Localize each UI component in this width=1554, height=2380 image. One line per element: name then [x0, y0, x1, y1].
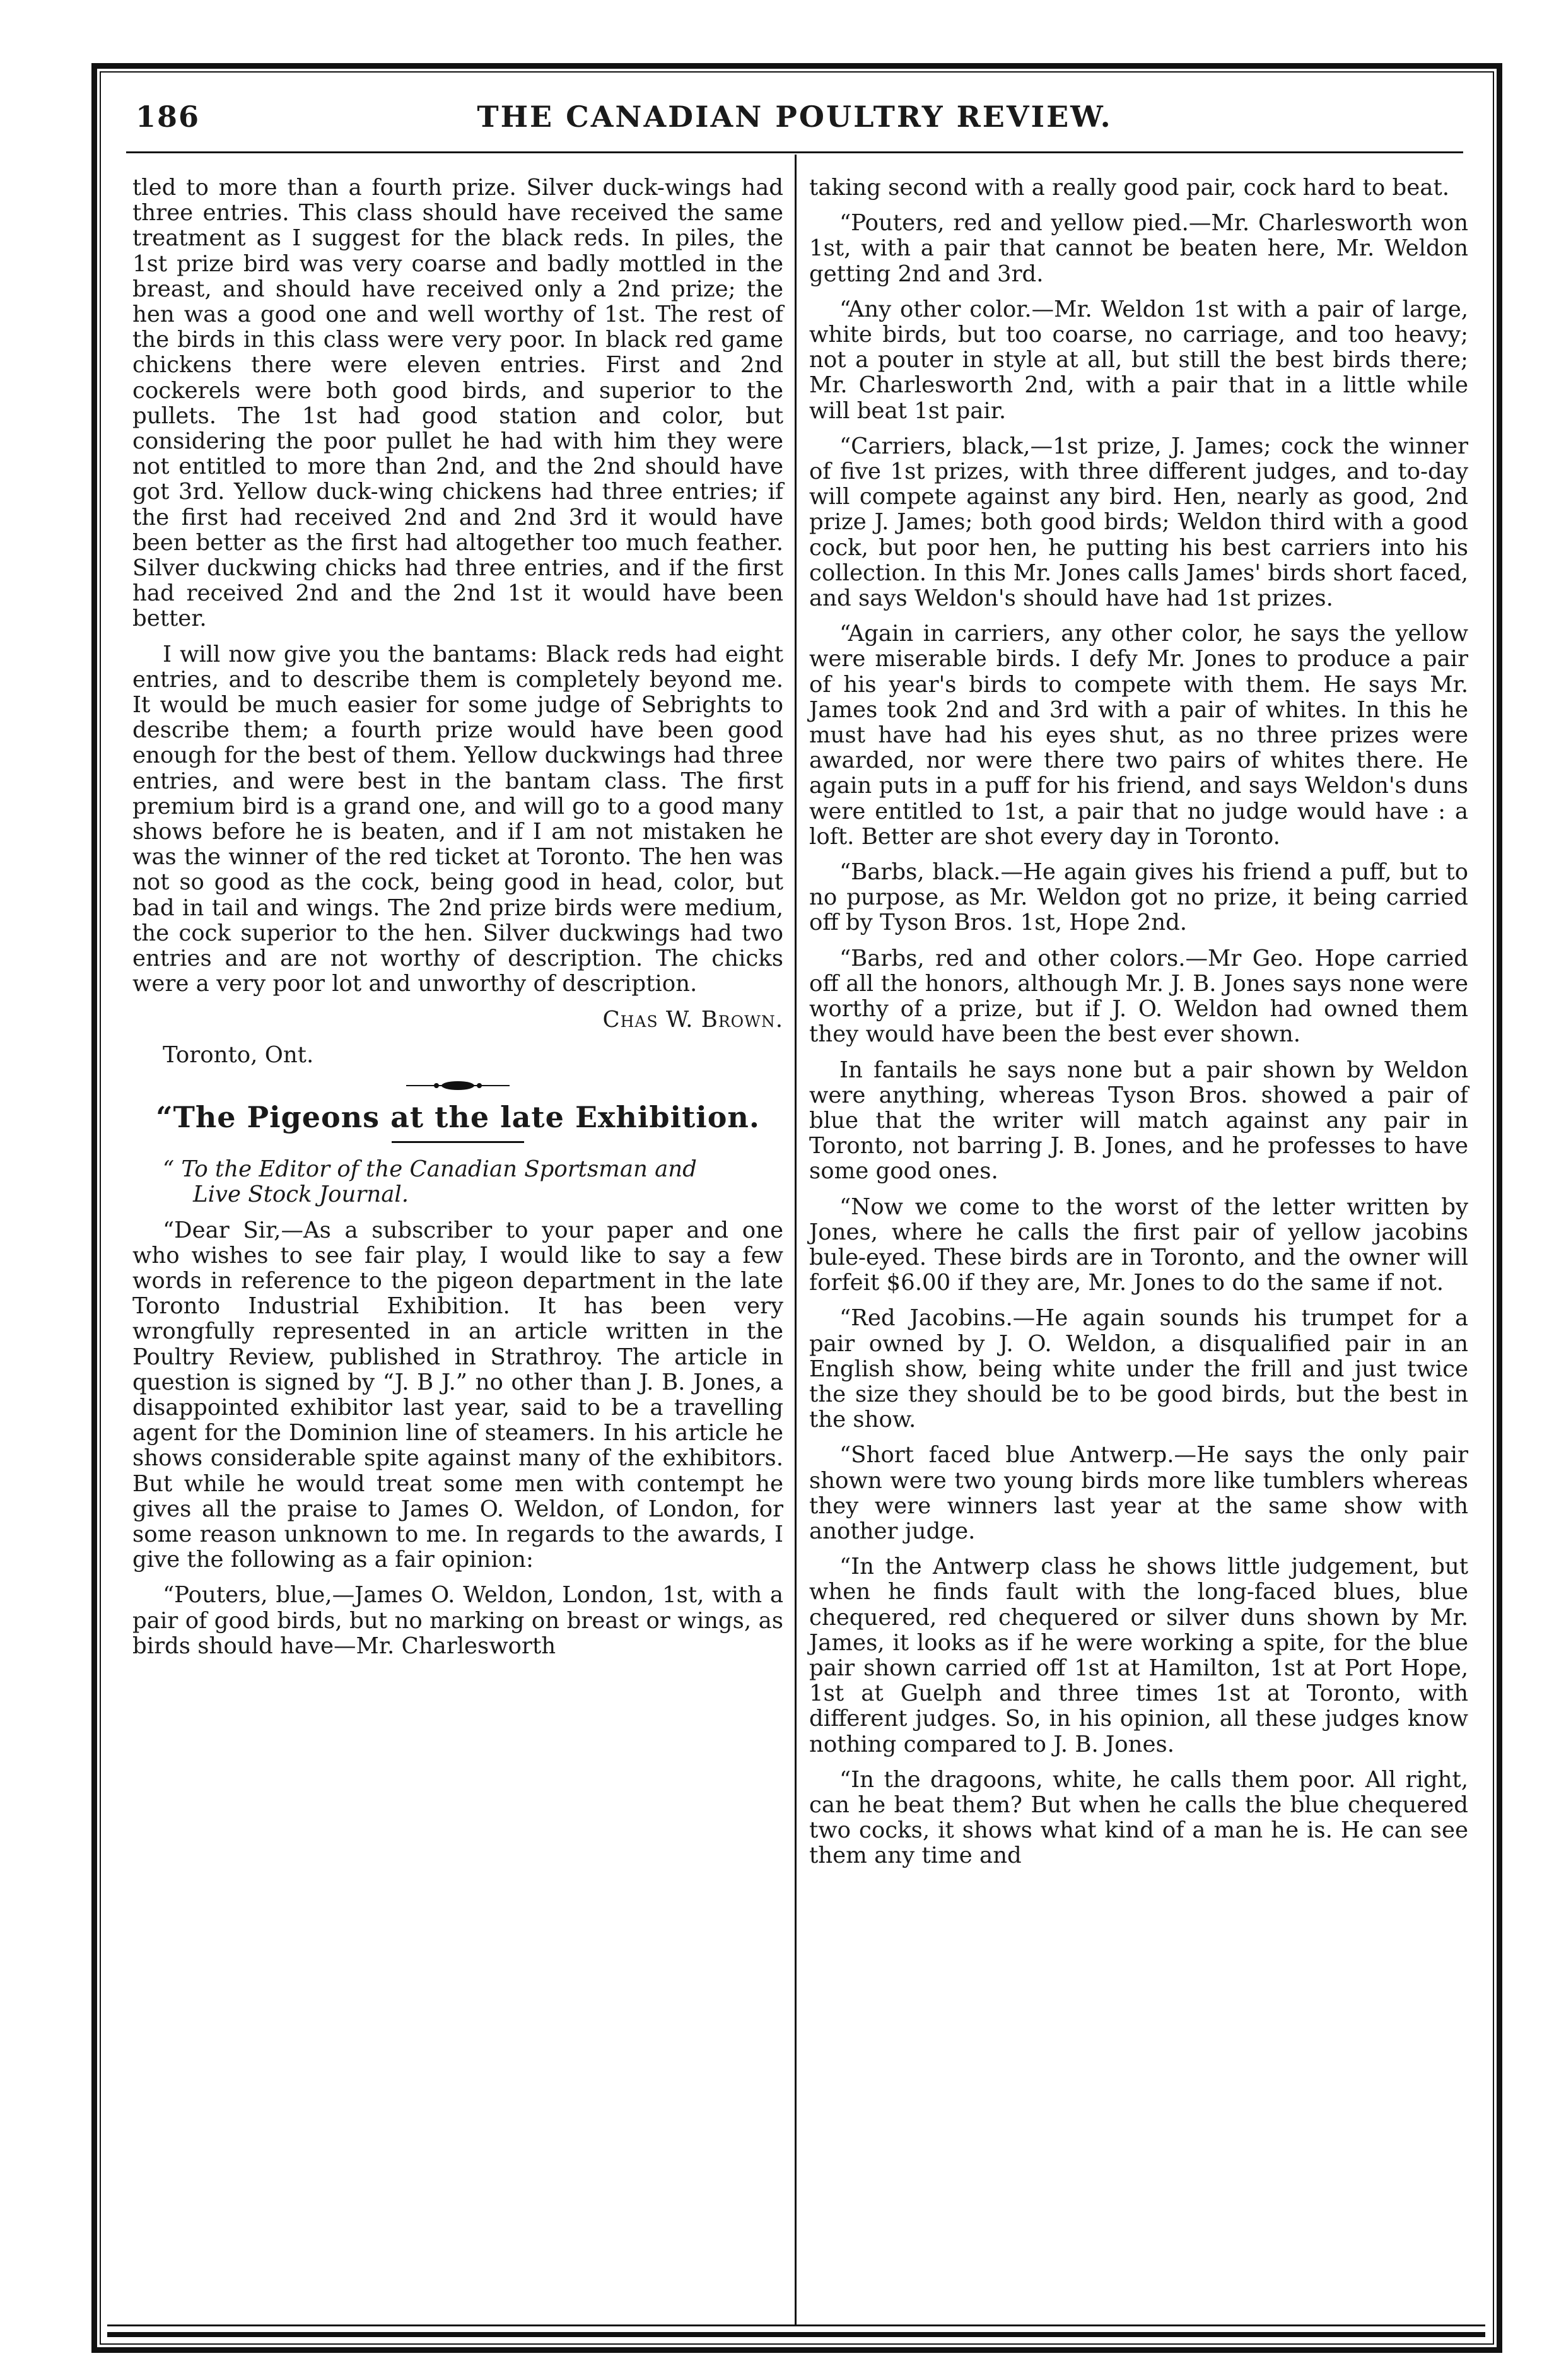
column-divider [795, 155, 797, 2324]
paragraph: “In the Antwerp class he shows little judgement, but when he finds fault with the long-faced blues, blue chequered, red chequered or silver duns shown by Mr. James, it looks as if he were working a spite, for the blue pair shown carried off 1st at Hamilton, 1st at Port Hope, 1st at Guelph and three times 1st at Toronto, with different judges. So, in his opinion, all these judges know nothing compared to J. B. Jones. [809, 1554, 1468, 1757]
letter-address-line: Live Stock Journal. [193, 1181, 409, 1208]
header-rule [126, 151, 1463, 153]
paragraph: tled to more than a fourth prize. Silver duck-wings had three entries. This class should have received the same treatment as I suggest for the black reds. In piles, the 1st prize bird was very coarse and badly mottled in the breast, and should have received only a 2nd prize; the hen was a good one and well worthy of 1st. The rest of the birds in this class were very poor. In black red game chickens there were eleven entries. First and 2nd cockerels were both good birds, and superior to the pullets. The 1st had good station and color, but considering the poor pullet he had with him they were not entitled to more than 2nd, and the 2nd should have got 3rd. Yellow duck-wing chickens had three entries; if the first had received 2nd and 2nd 3rd it would have been better as the first had altogether too much feather. Silver duckwing chicks had three entries, and if the first had received 2nd and the 2nd 1st it would have been better. [132, 175, 783, 632]
paragraph: “Barbs, red and other colors.—Mr Geo. Hope carried off all the honors, although Mr. J. B. Jones says none were worthy of a prize, but if J. O. Weldon had owned them they would have been the best ever shown. [809, 945, 1468, 1048]
paragraph: “Now we come to the worst of the letter written by Jones, where he calls the first pair of yellow jacobins bule-eyed. These birds are in Toronto, and the owner will forfeit $6.00 if they are, Mr. Jones to do the same if not. [809, 1193, 1468, 1296]
paragraph: “Dear Sir,—As a subscriber to your paper and one who wishes to see fair play, I would like to say a few words in reference to the pigeon department in the late Toronto Industrial Exhibition. It has been very wrongfully represented in an article written in the Poultry Review, published in Strathroy. The article in question is signed by “J. B J.” no other than J. B. Jones, a disappointed exhibitor last year, said to be a travelling agent for the Dominion line of steamers. In his article he shows considerable spite against many of the exhibitors. But while he would treat some men with contempt he gives all the praise to James O. Weldon, of London, for some reason unknown to me. In regards to the awards, I give the following as a fair opinion: [132, 1217, 783, 1573]
page-number: 186 [136, 100, 201, 134]
paragraph: “Carriers, black,—1st prize, J. James; cock the winner of five 1st prizes, with three different judges, and to-day will compete against any bird. Hen, nearly as good, 2nd prize J. James; both good birds; Weldon third with a good cock, but poor hen, he putting his best carriers into his collection. In this Mr. Jones calls James' birds short faced, and says Weldon's should have had 1st prizes. [809, 433, 1468, 612]
letter-address [132, 1157, 783, 1207]
paragraph: “Pouters, blue,—James O. Weldon, London, 1st, with a pair of good birds, but no marking on breast or wings, as birds should have—Mr. Charlesworth [132, 1582, 783, 1659]
paragraph: “Barbs, black.—He again gives his friend a puff, but to no purpose, as Mr. Weldon got no prize, it being carried off by Tyson Bros. 1st, Hope 2nd. [809, 859, 1468, 936]
running-title: THE CANADIAN POULTRY REVIEW. [477, 100, 1113, 134]
left-column [132, 175, 783, 1669]
heading-rule [392, 1141, 524, 1143]
paragraph: In fantails he says none but a pair shown by Weldon were anything, whereas Tyson Bros. showed a pair of blue that the writer will match against any pair in Toronto, not barring J. B. Jones, and he professes to have some good ones. [809, 1057, 1468, 1185]
letter-address-line: “ To the Editor of the Canadian Sportsman and [163, 1156, 697, 1183]
paragraph: “Pouters, red and yellow pied.—Mr. Charlesworth won 1st, with a pair that cannot be beaten here, Mr. Weldon getting 2nd and 3rd. [809, 210, 1468, 287]
paragraph: taking second with a really good pair, cock hard to beat. [809, 175, 1449, 201]
paragraph: I will now give you the bantams: Black reds had eight entries, and to describe them is completely beyond me. It would be much easier for some judge of Sebrights to describe them; a fourth prize would have been good enough for the best of them. Yellow duckwings had three entries, and were best in the bantam class. The first premium bird is a grand one, and will go to a good many shows before he is beaten, and if I am not mistaken he was the winner of the red ticket at Toronto. The hen was not so good as the cock, being good in head, color, but bad in tail and wings. The 2nd prize birds were medium, the cock superior to the hen. Silver duckwings had two entries and are not worthy of description. The chicks were a very poor lot and unworthy of description. [132, 641, 783, 997]
author-signature: Chas W. Brown. [602, 1006, 783, 1033]
page-header [126, 95, 1463, 145]
paragraph: “Again in carriers, any other color, he says the yellow were miserable birds. I defy Mr. Jones to produce a pair of his year's birds to compete with them. He says Mr. James took 2nd and 3rd with a pair of whites. In this he must have had his eyes shut, as no three prizes were awarded, nor were there two pairs of whites there. He again puts in a puff for his friend, and says Weldon's duns were entitled to 1st, a pair that no judge would have : a loft. Better are shot every day in Toronto. [809, 621, 1468, 850]
footer-rule [107, 2324, 1485, 2326]
paragraph: “Short faced blue Antwerp.—He says the only pair shown were two young birds more like tumblers whereas they were winners last year at the same show with another judge. [809, 1442, 1468, 1544]
paragraph: “Any other color.—Mr. Weldon 1st with a pair of large, white birds, but too coarse, no carriage, and too heavy; not a pouter in style at all, but still the best birds there; Mr. Charlesworth 2nd, with a pair that in a little while will beat 1st pair. [809, 296, 1468, 424]
author-location: Toronto, Ont. [163, 1041, 314, 1068]
footer-rule-heavy [107, 2332, 1485, 2337]
ornament-divider [401, 1078, 515, 1093]
section-heading: “The Pigeons at the late Exhibition. [156, 1099, 760, 1134]
paragraph: “Red Jacobins.—He again sounds his trumpet for a pair owned by J. O. Weldon, a disqualified pair in an English show, being white under the frill and just twice the size they should be to be good birds, but the best in the show. [809, 1305, 1468, 1433]
right-column [809, 175, 1468, 1879]
paragraph: “In the dragoons, white, he calls them poor. All right, can he beat them? But when he calls the blue chequered two cocks, it shows what kind of a man he is. He can see them any time and [809, 1766, 1468, 1869]
